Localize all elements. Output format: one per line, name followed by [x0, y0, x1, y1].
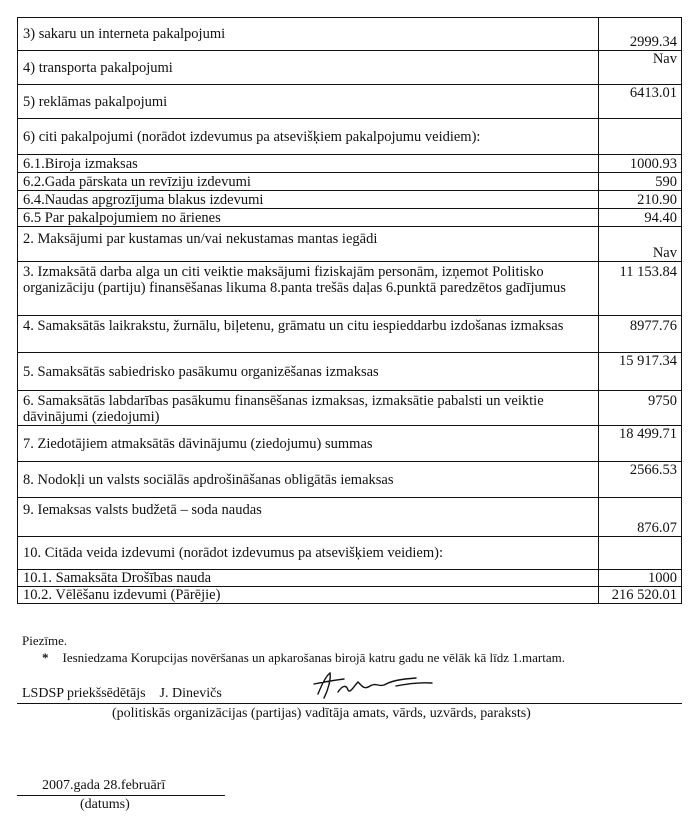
- row-label: 10.2. Vēlēšanu izdevumi (Pārējie): [18, 587, 599, 604]
- note-title: Piezīme.: [22, 633, 68, 648]
- table-row: [18, 537, 682, 570]
- signatory-position: LSDSP priekšsēdētājs: [22, 686, 146, 701]
- row-amount: 1000.93: [599, 155, 682, 173]
- table-row: [18, 119, 682, 155]
- row-amount: 876.07: [599, 498, 682, 537]
- row-amount: 2566.53: [599, 462, 682, 498]
- table-row: [18, 426, 682, 462]
- expenses-table: [17, 17, 682, 604]
- table-row: [18, 18, 682, 51]
- row-label: 7. Ziedotājiem atmaksātās dāvinājumu (ziedojumu) summas: [18, 426, 599, 462]
- signatory: [22, 686, 222, 702]
- date-caption: (datums): [80, 797, 130, 812]
- row-amount: 8977.76: [599, 316, 682, 353]
- row-label: 4) transporta pakalpojumi: [18, 51, 599, 85]
- row-label: 6.4.Naudas apgrozījuma blakus izdevumi: [18, 191, 599, 209]
- table-row: [18, 462, 682, 498]
- row-amount: 1000: [599, 570, 682, 587]
- table-row: [18, 353, 682, 391]
- row-label: 5) reklāmas pakalpojumi: [18, 85, 599, 119]
- row-label: 6. Samaksātās labdarības pasākumu finansēšanas izmaksas, izmaksātie pabalsti un veiktie dāvinājumi (ziedojumi): [18, 391, 599, 426]
- row-label: 10.1. Samaksāta Drošības nauda: [18, 570, 599, 587]
- row-label: 6) citi pakalpojumi (norādot izdevumus pa atsevišķiem pakalpojumu veidiem):: [18, 119, 599, 155]
- row-label: 4. Samaksātās laikrakstu, žurnālu, biļetenu, grāmatu un citu iespieddarbu izdošanas izmaksas: [18, 316, 599, 353]
- row-amount: 15 917.34: [599, 353, 682, 391]
- row-amount: 18 499.71: [599, 426, 682, 462]
- signature-line: [17, 703, 682, 704]
- table-row: [18, 570, 682, 587]
- row-label: 10. Citāda veida izdevumi (norādot izdevumus pa atsevišķiem veidiem):: [18, 537, 599, 570]
- row-amount: 9750: [599, 391, 682, 426]
- row-label: 9. Iemaksas valsts budžetā – soda naudas: [18, 498, 599, 537]
- note: [42, 650, 565, 666]
- signatory-name: J. Dinevičs: [159, 686, 222, 701]
- row-amount: Nav: [599, 51, 682, 85]
- row-amount: Nav: [599, 227, 682, 262]
- table-row: [18, 155, 682, 173]
- table-row: [18, 498, 682, 537]
- row-amount: 94.40: [599, 209, 682, 227]
- row-label: 3) sakaru un interneta pakalpojumi: [18, 18, 599, 51]
- row-amount: 590: [599, 173, 682, 191]
- row-amount: 210.90: [599, 191, 682, 209]
- table-row: [18, 51, 682, 85]
- note-text: Iesniedzama Korupcijas novēršanas un apkarošanas birojā katru gadu ne vēlāk kā līdz 1.martam.: [62, 650, 565, 665]
- handwritten-signature: [300, 670, 440, 702]
- row-amount: [599, 119, 682, 155]
- row-amount: 11 153.84: [599, 262, 682, 316]
- row-label: 6.1.Biroja izmaksas: [18, 155, 599, 173]
- date-line: [17, 795, 225, 796]
- table-row: [18, 209, 682, 227]
- table-row: [18, 316, 682, 353]
- row-label: 5. Samaksātās sabiedrisko pasākumu organizēšanas izmaksas: [18, 353, 599, 391]
- table-row: [18, 227, 682, 262]
- row-label: 8. Nodokļi un valsts sociālās apdrošināšanas obligātās iemaksas: [18, 462, 599, 498]
- table-row: [18, 262, 682, 316]
- table-row: [18, 173, 682, 191]
- table-row: [18, 391, 682, 426]
- row-amount: 6413.01: [599, 85, 682, 119]
- note-asterisk: *: [42, 650, 49, 665]
- row-label: 6.2.Gada pārskata un revīziju izdevumi: [18, 173, 599, 191]
- row-label: 6.5 Par pakalpojumiem no ārienes: [18, 209, 599, 227]
- row-label: 2. Maksājumi par kustamas un/vai nekustamas mantas iegādi: [18, 227, 599, 262]
- row-amount: 2999.34: [599, 18, 682, 51]
- table-row: [18, 587, 682, 604]
- row-amount: 216 520.01: [599, 587, 682, 604]
- date-value: 2007.gada 28.februārī: [42, 778, 166, 793]
- table-row: [18, 85, 682, 119]
- row-label: 3. Izmaksātā darba alga un citi veiktie maksājumi fiziskajām personām, izņemot Politisko organizāciju (partiju) finansēšanas likuma 8.panta trešās daļas 6.punktā paredzētos gadījumus: [18, 262, 599, 316]
- signature-caption: (politiskās organizācijas (partijas) vadītāja amats, vārds, uzvārds, paraksts): [112, 706, 531, 721]
- row-amount: [599, 537, 682, 570]
- table-row: [18, 191, 682, 209]
